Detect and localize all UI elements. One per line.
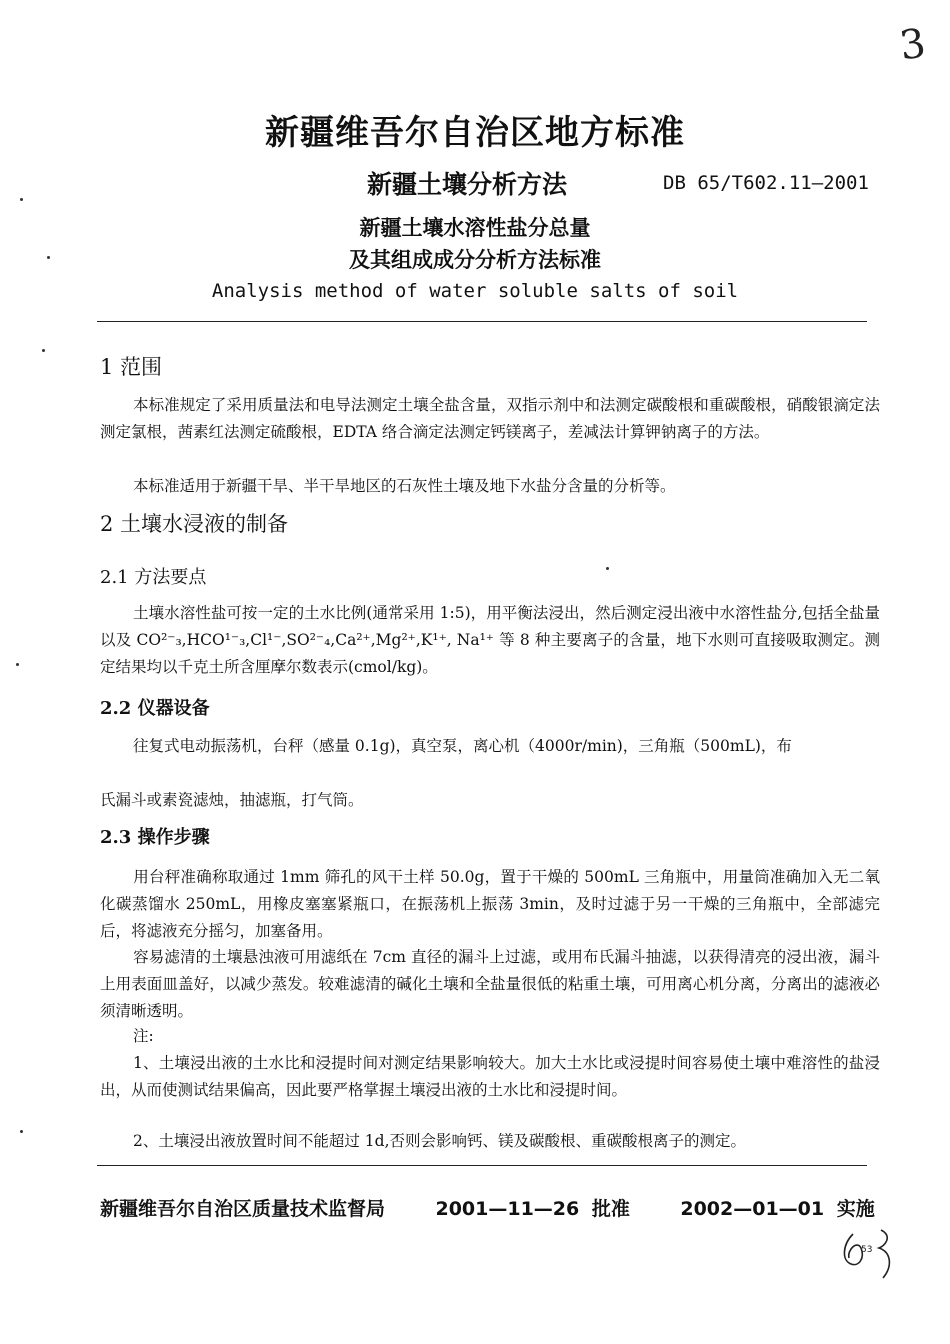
section-2-3-paragraph-2	[100, 944, 880, 1025]
footer-divider	[97, 1165, 867, 1166]
section-1-paragraph-2	[100, 473, 880, 500]
section-2-3-paragraph-1-text: 用台秤准确称取通过 1mm 筛孔的风干土样 50.0g，置于干燥的 500mL 三角瓶中，用量筒准确加入无二氧化碳蒸馏水 250mL，用橡皮塞塞紧瓶口，在振荡机上振荡 3min，及时过滤于另一干燥的三角瓶中，全部滤完后，将滤液充分摇匀，加塞备用。	[100, 868, 880, 940]
note-1	[100, 1050, 880, 1104]
note-label-text: 注:	[133, 1027, 154, 1045]
signature-number: 53	[861, 1245, 873, 1255]
handwritten-mark	[835, 1222, 905, 1286]
section-2-2-paragraph-1-text: 往复式电动振荡机，台秤（感量 0.1g)，真空泵，离心机（4000r/min)，三角瓶（500mL)，布	[133, 737, 792, 755]
section-2-3-heading: 2.3 操作步骤	[100, 827, 210, 848]
note-2-text: 2、土壤浸出液放置时间不能超过 1d,否则会影响钙、镁及碳酸根、重碳酸根离子的测定。	[133, 1132, 747, 1150]
approval-date: 2001—11—26 批准	[435, 1198, 630, 1220]
standard-code: DB 65/T602.11—2001	[663, 172, 869, 194]
section-1-paragraph-1	[100, 392, 880, 446]
scan-speck	[20, 1130, 23, 1133]
section-2-2-paragraph-2: 氏漏斗或素瓷滤烛，抽滤瓶，打气筒。	[100, 791, 364, 809]
effective-date: 2002—01—01 实施	[680, 1198, 875, 1220]
section-2-3-paragraph-2-text: 容易滤清的土壤悬浊液可用滤纸在 7cm 直径的漏斗上过滤，或用布氏漏斗抽滤，以获得清亮的浸出液，漏斗上用表面皿盖好，以减少蒸发。较难滤清的碱化土壤和全盐量很低的粘重土壤，可用离心机分离，分离出的滤液必须清晰透明。	[100, 948, 880, 1020]
header-divider	[97, 321, 867, 322]
section-2-2-heading: 2.2 仪器设备	[100, 698, 210, 719]
document-title-english: Analysis method of water soluble salts of soil	[211, 280, 739, 302]
section-1-paragraph-1-text: 本标准规定了采用质量法和电导法测定土壤全盐含量，双指示剂中和法测定碳酸根和重碳酸根，硝酸银滴定法测定氯根，茜素红法测定硫酸根，EDTA 络合滴定法测定钙镁离子，差减法计算钾钠离子的方法。	[100, 396, 880, 441]
section-2-heading: 2 土壤水浸液的制备	[100, 512, 289, 536]
page-number: 3	[896, 20, 929, 70]
document-title-line-2: 及其组成成分分析方法标准	[349, 247, 601, 272]
issuing-authority: 新疆维吾尔自治区质量技术监督局	[100, 1198, 386, 1220]
note-2	[100, 1128, 880, 1155]
footer	[100, 1194, 875, 1221]
document-title-line-1: 新疆土壤水溶性盐分总量	[359, 215, 591, 240]
section-2-1-paragraph	[100, 600, 880, 681]
section-2-1-paragraph-text: 土壤水溶性盐可按一定的土水比例(通常采用 1:5)，用平衡法浸出，然后测定浸出液中水溶性盐分,包括全盐量以及 CO²⁻₃,HCO¹⁻₃,Cl¹⁻,SO²⁻₄,Ca²⁺,Mg²⁺,K¹⁺, Na¹⁺ 等 8 种主要离子的含量，地下水则可直接吸取测定。测定结果均以千克土所含厘摩尔数表示(cmol/kg)。	[100, 604, 880, 676]
section-1-heading: 1 范围	[100, 355, 163, 379]
section-1-paragraph-2-text: 本标准适用于新疆干旱、半干旱地区的石灰性土壤及地下水盐分含量的分析等。	[133, 477, 676, 495]
signature-scribble-icon	[835, 1222, 905, 1282]
note-1-text: 1、土壤浸出液的土水比和浸提时间对测定结果影响较大。加大土水比或浸提时间容易使土壤中难溶性的盐浸出，从而使测试结果偏高，因此要严格掌握土壤浸出液的土水比和浸提时间。	[100, 1054, 880, 1099]
section-2-3-paragraph-1	[100, 864, 880, 945]
main-title: 新疆维吾尔自治区地方标准	[265, 113, 685, 153]
scan-speck	[20, 198, 23, 201]
section-2-1-heading: 2.1 方法要点	[100, 567, 207, 588]
scan-speck	[42, 349, 45, 352]
sub-title: 新疆土壤分析方法	[367, 170, 568, 199]
scan-speck	[16, 663, 19, 666]
note-label	[100, 1023, 880, 1050]
scan-speck	[606, 567, 609, 570]
section-2-2-paragraph-1	[100, 733, 880, 760]
